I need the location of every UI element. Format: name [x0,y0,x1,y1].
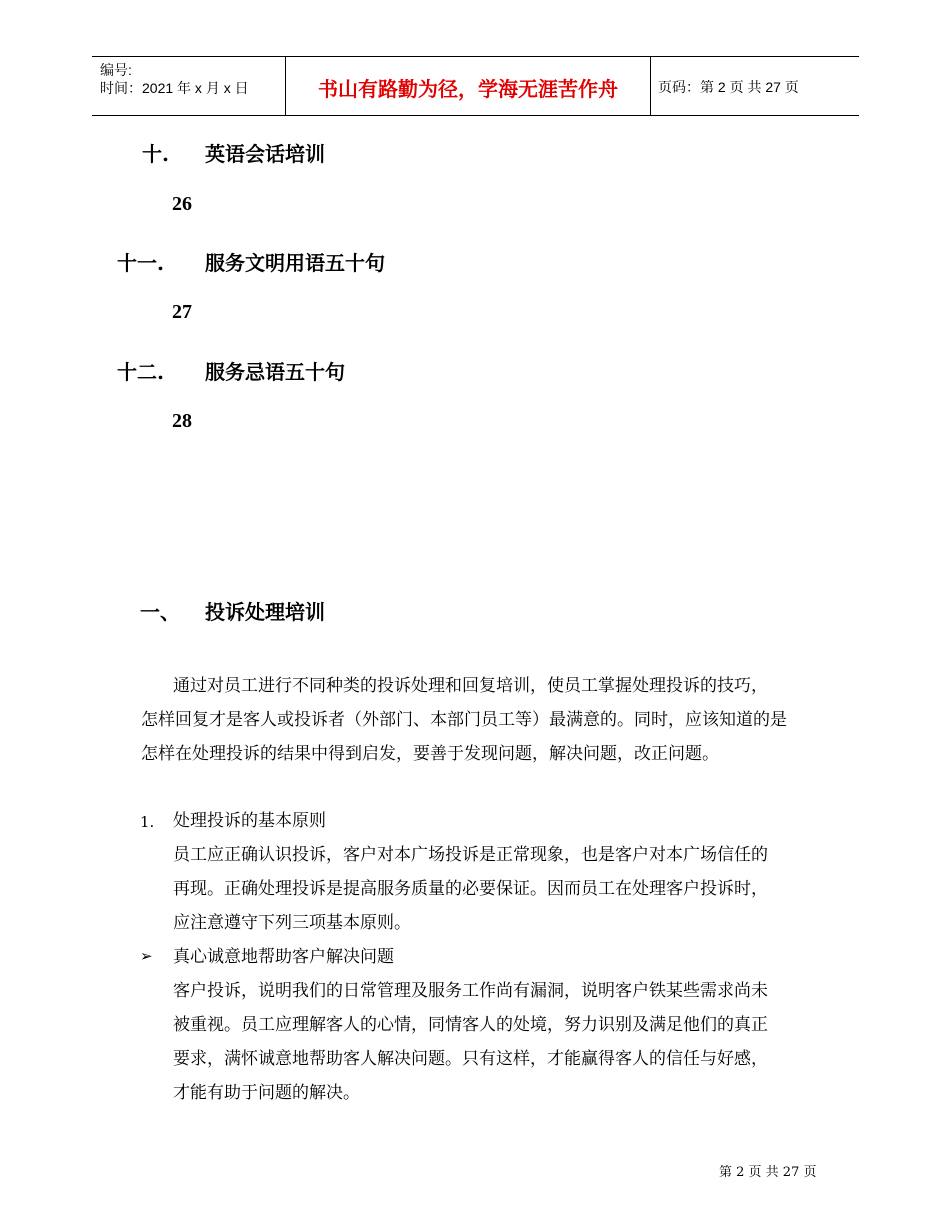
toc-item-page: 27 [172,301,192,323]
toc-item-title: 英语会话培训 [205,142,325,166]
paragraph-line: 客户投诉，说明我们的日常管理及服务工作尚有漏洞，说明客户铁某些需求尚未 [173,981,768,1001]
toc-item-title: 服务忌语五十句 [205,360,345,384]
bullet-arrow-icon: ➢ [140,947,153,965]
doc-time-label: 时间：2021 年 x 月 x 日 [100,80,249,96]
paragraph-line: 应注意遵守下列三项基本原则。 [173,913,411,933]
header-center-cell [285,57,651,115]
paragraph-line: 通过对员工进行不同种类的投诉处理和回复培训，使员工掌握处理投诉的技巧， [173,676,768,696]
page-header [92,56,859,116]
paragraph-line: 才能有助于问题的解决。 [173,1083,360,1103]
toc-item-number: 十一. [117,251,164,275]
intro-paragraph [141,669,787,771]
paragraph-line: 要求，满怀诚意地帮助客人解决问题。只有这样，才能赢得客人的信任与好感， [173,1049,768,1069]
footer-page-number: 第 2 页 共 27 页 [719,1165,817,1180]
section-number: 一、 [140,600,180,624]
doc-code-label: 编号: [100,62,132,78]
paragraph-line: 怎样在处理投诉的结果中得到启发，要善于发现问题，解决问题，改正问题。 [141,744,719,764]
toc-item-number: 十. [142,142,169,166]
list-item-title: 处理投诉的基本原则 [173,811,326,831]
paragraph-line: 员工应正确认识投诉，客户对本广场投诉是正常现象，也是客户对本广场信任的 [173,845,768,865]
paragraph-line: 被重视。员工应理解客人的心情，同情客人的处境，努力识别及满足他们的真正 [173,1015,768,1035]
toc-item-page: 26 [172,193,192,215]
header-page-number: 页码：第 2 页 共 27 页 [658,79,799,95]
paragraph-line: 怎样回复才是客人或投诉者（外部门、本部门员工等）最满意的。同时，应该知道的是 [141,710,787,730]
header-left-cell [92,57,285,115]
paragraph-line: 再现。正确处理投诉是提高服务质量的必要保证。因而员工在处理客户投诉时， [173,879,768,899]
list-item [173,804,768,940]
section-title: 投诉处理培训 [205,600,325,624]
header-right-cell [650,57,859,115]
toc-item-page: 28 [172,410,192,432]
header-motto: 书山有路勤为径，学海无涯苦作舟 [318,77,618,101]
toc-item-number: 十二. [117,360,164,384]
list-number: 1. [140,813,155,831]
bullet-item-title: 真心诚意地帮助客户解决问题 [173,947,394,967]
bullet-item [173,940,768,1110]
toc-item-title: 服务文明用语五十句 [205,251,385,275]
